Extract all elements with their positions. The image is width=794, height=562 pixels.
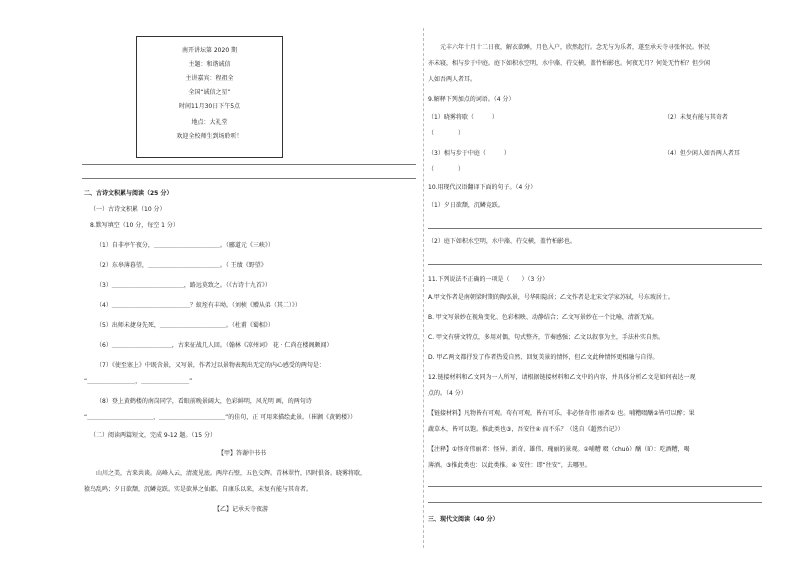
notice-line: 欢迎全校师生到场聆听！: [176, 133, 243, 140]
lecture-notice-box: [136, 36, 283, 158]
notice-line: 主讲嘉宾：程祖全: [185, 75, 234, 82]
column-divider: [423, 28, 424, 548]
question-title: 8.默写填空（10 分，每空 1 分）: [90, 222, 179, 229]
annotation: 【注释】①怪奇伟丽者：怪异、新奇、雄伟、瑰丽的景观。②哺糟 啜（chuò）醨（lí）：吃酒糟，喝: [428, 446, 690, 453]
notice-line: 南开讲坛第 2020 期: [181, 47, 238, 54]
answer-line: [428, 264, 762, 265]
link-material: 【链接材料】凡物皆有可观。苟有可观，皆有可乐，非必怪奇伟 丽者① 也。哺糟啜醨②皆可以醉；果: [428, 410, 695, 417]
question-item: （1）晓雾将歇（ ）: [428, 114, 498, 121]
passage-text: 人如吾两人者耳。: [428, 76, 477, 83]
answer-blank: “＿＿＿＿＿＿＿＿，＿＿＿＿＿＿＿＿”: [84, 378, 193, 385]
annotation: 薄酒。③推此类也：以此类推。④ 安往：即“往安”，去哪里。: [428, 462, 591, 469]
fill-item: （3）＿＿＿＿＿＿＿＿＿＿＿＿，路远莫致之。（《古诗十九首》）: [96, 282, 271, 289]
answer-blank: “＿＿＿＿＿＿＿＿＿＿＿，＿＿＿＿＿＿＿＿＿＿＿”的佳句，正 可用来描绘此景。（崔颢《黄鹤楼》）: [84, 414, 357, 421]
subsection-heading: （一）古诗文积累（10 分）: [90, 206, 166, 213]
choice-option: C. 甲文有骈文特点，多用对偶，句式整齐，节奏感强；乙文以叙事为主，手法朴实自然。: [428, 334, 665, 341]
section-heading: 二、古诗文积累与阅读（25 分）: [84, 190, 173, 197]
notice-line: 时间11月30日下午5点: [178, 103, 241, 110]
answer-line: [428, 502, 762, 503]
question-item: （4）但少闲人如吾两人者耳: [664, 150, 740, 157]
passage-text: 亦未寝，相与步于中庭。庭下如积水空明，水中藻、荇交横，盖竹柏影也。何夜无月？何处无竹柏？但少闲: [428, 60, 711, 67]
passage-text: 山川之美，古来共谈。高峰入云，清流见底。两岸石壁，五色交辉。青林翠竹，四时俱备。晓雾将歇，: [96, 470, 367, 477]
passage-title: 【甲】答谢中书书: [218, 450, 267, 457]
fill-item: （5）出师未捷身先死，＿＿＿＿＿＿＿＿＿＿＿。（杜甫《蜀相》）: [96, 322, 274, 329]
subsection-heading: （二）阅读两篇短文，完成 9-12 题。（15 分）: [90, 432, 216, 439]
answer-blank: （ ）: [428, 166, 465, 173]
notice-line: 地点：大礼堂: [191, 119, 228, 126]
answer-blank: （ ）: [428, 130, 465, 137]
question-item: （2）庭下如积水空明，水中藻、荇交横，盖竹柏影也。: [428, 238, 576, 245]
notice-line: 主题：和谐诚信: [188, 61, 231, 68]
question-title: 12.链接材料和乙文同为一人所写，请根据链接材料和乙文中的内容，并具体分析乙文是如何表达一观: [428, 374, 696, 381]
fill-item: （6）＿＿＿＿＿＿＿＿＿＿，古来征战几人回。（翰林《凉州词》 花 · 仁尚在楼阁颇闻）: [96, 342, 333, 349]
fill-item: （4）＿＿＿＿＿＿＿＿＿＿＿＿＿？蚁垤有丰坳。（刘桢《赠从弟（其二）》）: [96, 302, 301, 309]
notice-line: 全国“诚信之星”: [188, 89, 231, 96]
choice-option: D. 甲乙两文都抒发了作者热爱自然、回复美景的情怀，但乙文此种情怀更相融与自得。: [428, 354, 659, 361]
question-text: （8）登上黄鹤楼的南岗同学，看眼前晚景阔大，色彩鲜明，风光明 画，的两句诗: [96, 398, 312, 405]
passage-title: 【乙】记承天寺夜游: [214, 506, 269, 513]
question-item: （3）相与步于中庭（ ）: [428, 150, 510, 157]
answer-line: [428, 486, 762, 487]
answer-line: [428, 228, 762, 229]
fill-item: （1）自非亭午夜分，＿＿＿＿＿＿＿＿＿＿＿。（郦道元《三峡》）: [96, 242, 274, 249]
question-item: （2）未复有能与其奇者: [664, 114, 728, 121]
passage-text: 猿鸟乱鸣；夕日欲颓，沉鳞竞跃。实是欲界之仙都。自康乐以来，未复有能与其奇者。: [84, 486, 313, 493]
answer-line: [82, 178, 416, 179]
link-material: 蔬草木，皆可以饱。推此类也③，吾安往④ 而不乐？（选自《超然台记》）: [428, 426, 624, 433]
passage-text: 元丰六年十月十二日夜，解衣欲睡，月色入户，欣然起行。念无与为乐者，遂至承天寺寻张怀民。怀民: [440, 44, 711, 51]
question-item: （1）夕日欲颓，沉鳞竞跃。: [428, 202, 504, 209]
question-title: 9.解释下列加点的词语。（4 分）: [428, 96, 515, 103]
choice-option: B. 甲文写景妙在视角变化、色彩相映、动静结合；乙文写景妙在一个比喻，清新无痕。: [428, 314, 658, 321]
choice-option: A.甲文作者是南朝梁时期的陶弘景，号华阳隐居；乙文作者是北宋文学家苏轼，号东坡居士。: [428, 294, 674, 301]
fill-item: （2）东皋薄暮望，＿＿＿＿＿＿＿＿＿＿＿＿。（ 王绩《野望》: [96, 262, 267, 269]
section-heading: 三、现代文阅读（40 分）: [428, 516, 499, 523]
question-title: 点的。（4 分）: [428, 390, 467, 397]
question-title: 11.下列说法不正确的一项是（ ）（3 分）: [428, 276, 549, 283]
answer-line: [82, 164, 416, 165]
question-title: 10.用现代汉语翻译下面的句子。（4 分）: [428, 184, 537, 191]
question-text: （7）《使至塞上》中既含景，又写景，作者过以景物表现出无定的内心感受的两句是：: [96, 362, 325, 369]
